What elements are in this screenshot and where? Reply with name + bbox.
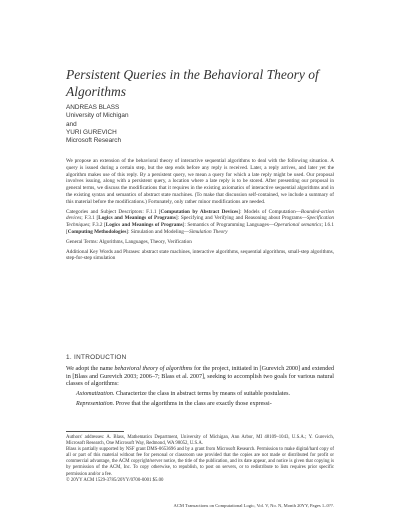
keywords: Additional Key Words and Phrases: abstract state machines, interactive algorithms, sequential algorithms, small-step algorithms, step-for-step simulation [66,248,334,262]
general-terms: General Terms: Algorithms, Languages, Theory, Verification [66,238,192,245]
footnote-permission: Blass is partially supported by NSF grant DMS-0653696 and by a grant from Microsoft Research. Permission to make digital/hard copy of all or part of this material without fee for personal or classroom use provided that the copies are not made or distributed for profit or commercial advantage, the ACM copyright/server notice, the title of the publication, and its date appear, and notice is given that copying is by permission of the ACM, Inc. To copy otherwise, to republish, to post on servers, or to redistribute to lists requires prior specific permission and/or a fee. [66,447,334,477]
section-heading: 1. INTRODUCTION [66,354,127,361]
paper-title: Persistent Queries in the Behavioral Theory of Algorithms [66,67,319,99]
author-affiliation: Microsoft Research [66,137,122,145]
author-affiliation: University of Michigan [66,112,129,120]
author-conjunction: and [66,120,77,128]
footnote-addresses: Authors' addresses: A. Blass, Mathematics Department, University of Michigan, Ann Arbor, MI 48109–1043, U.S.A.; Y. Gurevich, Microsoft Research, One Microsoft Way, Redmond, WA 98052, U.S.A. [66,435,334,447]
intro-paragraph: Axiomatization. Characterize the class in abstract terms by means of suitable postulates. [76,391,291,398]
categories-text: Categories and Subject Descriptors: F.1.1 [Computation by Abstract Devices]: Models of Computation—Bounded-action devices; F.3.1 [Logics and Meanings of Programs]: Specifying and Verifying and Reasoning about Programs—Specification Techniques; F.3.2 [Logics and Meanings of Programs]: Semantics of Programming Languages—Operational semantics; I.6.1 [Computing Methodologies]: Simulation and Modeling—Simulation Theory [66,208,335,235]
running-footer: ACM Transactions on Computational Logic, Vol. V, No. N, Month 20YY, Pages 1–0??. [173,503,334,508]
author-block [66,104,346,145]
author-name: YURI GUREVICH [66,128,117,136]
author-name: ANDREAS BLASS [66,104,120,111]
footnote-block [66,435,334,484]
intro-paragraph: Representation. Prove that the algorithms in the class are exactly those expressi- [76,400,272,407]
footnote-rule [66,431,124,432]
intro-body [66,366,334,411]
abstract-block [66,158,334,265]
intro-paragraph: We adopt the name behavioral theory of algorithms for the project, initiated in [Gurevich 2000] and extended in [Blass and Gurevich 2003; 2006–7; Blass et al. 2007], seeking to accomplish two goals for various natural classes of algorithms: [66,366,335,388]
abstract-text: We propose an extension of the behavioral theory of interactive sequential algorithms to deal with the following situation. A query is issued during a certain step, but the step ends before any reply is received. Later, a reply arrives, and later yet the algorithm makes use of this reply. By a persistent query, we mean a query for which a late reply might be used. Our proposal involves issuing, along with a persistent query, a location where a late reply is to be stored. After presenting our proposal in general terms, we discuss the modifications that it requires in the existing axiomatics of interactive sequential algorithms and in the existing syntax and semantics of abstract state machines. (To make that discussion self-contained, we include a summary of this material before the modifications.) Fortunately, only rather minor modifications are needed. [66,158,334,205]
footnote-copyright: © 20YY ACM 1529-3785/20YY/0700-0001 $5.00 [66,477,164,483]
